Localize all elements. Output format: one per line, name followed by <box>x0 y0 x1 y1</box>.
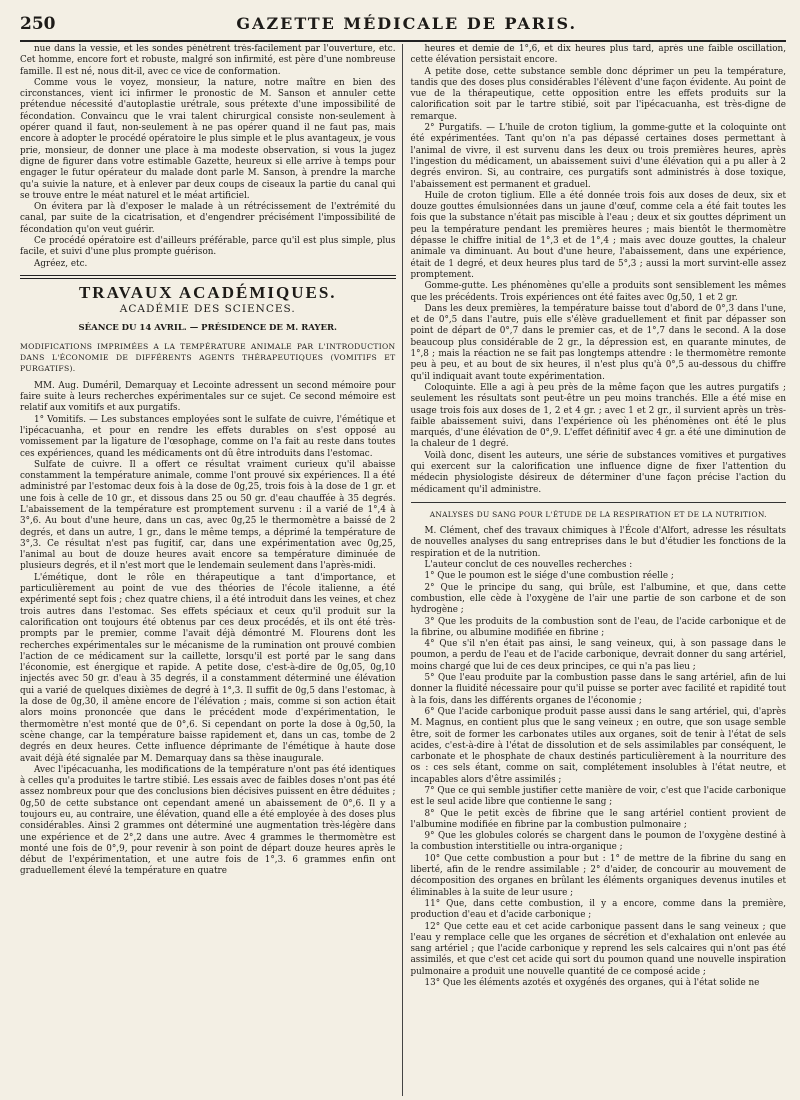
conclusion-item: 10° Que cette combustion a pour but : 1° de mettre de la fibrine du sang en liberté, afin de le rendre assimilable ; 2° d'aider, de concourir au mouvement de décomposition des organes en brûlant les éléments organiques devenus inutiles et éliminables à la suite de leur usure ; <box>410 853 786 898</box>
conclusion-item: 11° Que, dans cette combustion, il y a encore, comme dans la première, production d'eau et d'acide carbonique ; <box>410 898 786 921</box>
article-title: MODIFICATIONS IMPRIMÉES A LA TEMPÉRATURE ANIMALE PAR L'INTRODUCTION DANS L'ÉCONOMIE DE DIFFÉRENTS AGENTS THÉRAPEUTIQUES (VOMITIFS ET PURGATIFS). <box>20 341 396 374</box>
article-divider <box>411 502 787 503</box>
paragraph: Sulfate de cuivre. Il a offert ce résultat vraiment curieux qu'il abaisse constamment la température animale, comme l'ont prouvé six expériences. Il a été administré par l'estomac deux fois à la dose de 0g,25, trois fois à la dose de 1 gr. et une fois à celle de 10 gr., et dissous dans 25 ou 50 gr. d'eau chauffée à 35 degrés. L'abaissement de la température est promptement survenu : il a varié de 1°,4 à 3°,6. Au bout d'une heure, dans un cas, avec 0g,25 le thermomètre a baissé de 2 degrés, et dans un autre, 1 gr., dans le même temps, a déprimé la température de 3°,3. Ce résultat n'est pas fugitif, car, dans une expérimentation avec 0g,25, l'animal au bout de douze heures avait encore sa température diminuée de plusieurs degrés, et il n'est mort que le lendemain seulement dans l'après-midi. <box>20 459 396 572</box>
paragraph: Agréez, etc. <box>34 258 88 269</box>
right-column <box>402 44 787 1096</box>
page-number: 250 <box>20 14 56 34</box>
section-subtitle: ACADÉMIE DES SCIENCES. <box>119 303 296 316</box>
paragraph: A petite dose, cette substance semble donc déprimer un peu la température, tandis que des doses plus considérables l'élèvent d'une façon évidente. Au point de vue de la thérapeutique, cette opposition entre les effets produits sur la calorification soit par le tartre stibié, soit par l'ipécacuanha, est très-digne de remarque. <box>410 66 786 122</box>
paragraph: Voilà donc, disent les auteurs, une série de substances vomitives et purgatives qui exercent sur la calorification une influence digne de fixer l'attention du médecin physiologiste désireux de déterminer d'une façon précise l'action du médicament qu'il administre. <box>410 450 786 495</box>
paragraph: M. Clément, chef des travaux chimiques à l'École d'Alfort, adresse les résultats de nouvelles analyses du sang entreprises dans le but d'étudier les fonctions de la respiration et de la nutrition. <box>410 526 786 559</box>
paragraph: nue dans la vessie, et les sondes pénètrent très-facilement par l'ouverture, etc. Cet homme, encore fort et robuste, malgré son infirmité, est père d'une nombreuse famille. Il est né, nous dit-il, avec ce vice de conformation. <box>20 44 396 77</box>
conclusion-item: 2° Que le principe du sang, qui brûle, est l'albumine, et que, dans cette combustion, elle cède à l'oxygène de l'air une partie de son carbone et de son hydrogène ; <box>410 582 786 616</box>
paragraph: 2° Purgatifs. — L'huile de croton tiglium, la gomme-gutte et la coloquinte ont été expérimentées. Tant qu'on n'a pas dépassé certaines doses permettant à l'animal de vivre, il est survenu dans les deux ou trois premières heures, après l'ingestion du médicament, un abaissement suivi d'une élévation qui a pu aller à 2 degrés environ. Si, au contraire, ces purgatifs sont administrés à dose toxique, l'abaissement est permanent et graduel. <box>410 123 786 190</box>
paragraph: 1° Vomitifs. — Les substances employées sont le sulfate de cuivre, l'émétique et l'ipécacuanha, et pour en rendre les effets durables on s'est opposé au vomissement par la ligature de l'œsophage, comme on l'a fait au reste dans toutes ces expériences, quand les médicaments ont dû être introduits dans l'estomac. <box>20 414 396 459</box>
journal-title: GAZETTE MÉDICALE DE PARIS. <box>236 14 578 33</box>
paragraph: L'auteur conclut de ces nouvelles recherches : <box>424 560 633 571</box>
page-header <box>20 14 786 42</box>
two-column-body <box>20 44 786 1096</box>
paragraph: Ce procédé opératoire est d'ailleurs préférable, parce qu'il est plus simple, plus facile, et suivi d'une plus prompte guérison. <box>20 236 396 258</box>
left-column <box>20 44 402 1096</box>
paragraph: L'émétique, dont le rôle en thérapeutique a tant d'importance, et particulièrement au point de vue des théories de l'école italienne, a été expérimenté sept fois ; chez quatre chiens, il a été introduit dans les veines, et chez trois autres dans l'estomac. Ses effets spéciaux et ceux qu'il produit sur la calorification ont toujours été obtenus par ces deux procédés, et ils ont été très-prompts par le premier, comme l'avait déjà démontré M. Flourens dont les recherches expérimentales sur le mécanisme de la rumination ont prouvé combien l'action de ce médicament sur la caillette, lorsqu'il est porté par le sang dans l'économie, est énergique et rapide. A petite dose, c'est-à-dire de 0g,05, 0g,10 injectés avec 50 gr. d'eau à 35 degrés, il a constamment déterminé une élévation qui a varié de quelques dixièmes de degré à 1°,3. Il suffit de 0g,5 dans l'estomac, à la dose de 0g,30, il amène encore de l'élévation ; mais, comme si son action était alors moins prononcée que dans le précédent mode d'expérimentation, le thermomètre n'est monté que de 0°,6. Si cependant on porte la dose à 0g,50, la scène change, car la température baisse rapidement et, dans un cas, tombe de 2 degrés en deux heures. Cette influence déprimante de l'émétique à haute dose avait déjà été signalée par M. Demarquay dans sa thèse inaugurale. <box>20 572 396 764</box>
session-heading: SÉANCE DU 14 AVRIL. — PRÉSIDENCE DE M. RAYER. <box>78 322 337 333</box>
paragraph: Huile de croton tiglium. Elle a été donnée trois fois aux doses de deux, six et douze gouttes émulsionnées dans un jaune d'œuf, comme cela a été fait toutes les fois que la substance n'était pas miscible à l'eau ; deux et six gouttes dépriment un peu la température pendant les premières heures ; mais bientôt le thermomètre dépasse le chiffre initial de 1°,3 et de 1°,4 ; mais avec douze gouttes, la chaleur animale va diminuant. Au bout d'une heure, l'abaissement, dans une expérience, était de 1 degré, et deux heures plus tard de 5°,3 ; aussi la mort survint-elle assez promptement. <box>410 190 786 280</box>
paragraph: On évitera par là d'exposer le malade à un rétrécissement de l'extrémité du canal, par suite de la cicatrisation, et d'engendrer précisément l'impossibilité de fécondation qu'on veut guérir. <box>20 202 396 235</box>
paragraph: Comme vous le voyez, monsieur, la nature, notre maître en bien des circonstances, vient ici infirmer le pronostic de M. Sanson et annuler cette prétendue nécessité d'autoplastie urétrale, sous prétexte d'une impossibilité de fécondation. Convaincu que le vrai talent chirurgical consiste non-seulement à opérer quand il faut, non-seulement à ne pas opérer quand il ne faut pas, mais encore à adopter le procédé opératoire le plus simple et le plus avantageux, je vous prie, monsieur, de donner une place à ma modeste observation, si vous la jugez digne de figurer dans votre estimable Gazette, heureux si elle arrive à temps pour engager le futur opérateur du malade dont parle M. Sanson, à prendre la marche qu'a suivie la nature, et à enlever par deux coups de ciseaux la partie du canal qui se trouve entre le méat naturel et le méat artificiel. <box>20 77 396 201</box>
conclusion-item: 5° Que l'eau produite par la combustion passe dans le sang artériel, afin de lui donner la fluidité nécessaire pour qu'il puisse se porter avec facilité et rapidité tout à la fois, dans les différents organes de l'économie ; <box>410 673 786 706</box>
paragraph: heures et demie de 1°,6, et dix heures plus tard, après une faible oscillation, cette élévation persistait encore. <box>410 44 786 66</box>
section-title: TRAVAUX ACADÉMIQUES. <box>78 282 337 302</box>
paragraph: Coloquinte. Elle a agi à peu près de la même façon que les autres purgatifs ; seulement les résultats sont peut-être un peu moins tranchés. Elle a été mise en usage trois fois aux doses de 1, 2 et 4 gr. ; avec 1 et 2 gr., il survient après un très-faible abaissement suivi, dans l'expérience où les phénomènes ont été le plus marqués, d'une élévation de 0°,9. L'effet définitif avec 4 gr. a été une diminution de la chaleur de 1 degré. <box>410 382 786 450</box>
conclusion-item: 8° Que le petit excès de fibrine que le sang artériel contient provient de l'albumine modifiée en fibrine par la combustion pulmonaire ; <box>410 808 786 830</box>
article-title: ANALYSES DU SANG POUR L'ÉTUDE DE LA RESPIRATION ET DE LA NUTRITION. <box>429 509 767 519</box>
paragraph: Dans les deux premières, la température baisse tout d'abord de 0°,3 dans l'une, et de 0°,5 dans l'autre, puis elle s'élève graduellement et finit par dépasser son point de départ de 0°,7 dans le premier cas, et de 1°,7 dans le second. A la dose beaucoup plus considérable de 2 gr., la dépression est, en quarante minutes, de 1°,8 ; mais la réaction ne se fait pas longtemps attendre : le thermomètre remonte peu à peu, et au bout de six heures, il n'est plus qu'à 0°,5 au-dessous du chiffre qu'il indiquait avant toute expérimentation. <box>410 303 786 382</box>
conclusion-item: 12° Que cette eau et cet acide carbonique passent dans le sang veineux ; que l'eau y remplace celle que les organes de sécrétion et d'exhalation ont enlevée au sang artériel ; que l'acide carbonique y reprend les sels calcaires qui n'ont pas été assimilés, et que c'est cet acide qui sort du poumon quand une nouvelle inspiration pulmonaire a produit une nouvelle quantité de ce composé acide ; <box>410 921 786 977</box>
conclusion-item: 9° Que les globules colorés se chargent dans le poumon de l'oxygène destiné à la combustion interstitielle ou intra-organique ; <box>410 831 786 853</box>
conclusion-item: 1° Que le poumon est le siége d'une combustion réelle ; <box>424 571 674 582</box>
paragraph: Avec l'ipécacuanha, les modifications de la température n'ont pas été identiques à celles qu'a produites le tartre stibié. Les essais avec de faibles doses n'ont pas été assez nombreux pour que des conclusions bien décisives puissent en être déduites ; 0g,50 de cette substance ont cependant amené un abaissement de 0°,6. Il y a toujours eu, au contraire, une élévation, quand elle a été employée à des doses plus considérables. Ainsi 2 grammes ont déterminé une augmentation très-légère dans une expérience et de 2°,2 dans une autre. Avec 4 grammes le thermomètre est monté une fois de 0°,9, pour revenir à son point de départ douze heures après le début de l'expérimentation, et une autre fois de 1°,3. 6 grammes enfin ont graduellement élevé la température en quatre <box>20 764 396 877</box>
conclusion-item: 13° Que les éléments azotés et oxygénés des organes, qui à l'état solide ne <box>424 978 760 989</box>
conclusion-item: 4° Que s'il n'en était pas ainsi, le sang veineux, qui, à son passage dans le poumon, a perdu de l'eau et de l'acide carbonique, devrait donner du sang artériel, moins chargé que lui de ces deux principes, ce qui n'a pas lieu ; <box>410 639 786 672</box>
conclusion-item: 6° Que l'acide carbonique produit passe aussi dans le sang artériel, qui, d'après M. Magnus, en contient plus que le sang veineux ; en outre, que son usage semble être, soit de former les carbonates utiles aux organes, soit de tenir à l'état de sels acides, c'est-à-dire à l'état de dissolution et de sels assimilables par conséquent, le carbonate et le phosphate de chaux destinés particulièrement à la nourriture des os : ces sels étant, comme on sait, complétement insolubles à l'état neutre, et incapables alors d'être assimilés ; <box>410 706 786 785</box>
section-divider <box>20 275 396 279</box>
conclusion-item: 3° Que les produits de la combustion sont de l'eau, de l'acide carbonique et de la fibrine, ou albumine modifiée en fibrine ; <box>410 616 786 638</box>
paragraph: Gomme-gutte. Les phénomènes qu'elle a produits sont sensiblement les mêmes que les précédents. Trois expériences ont été faites avec 0g,50, 1 et 2 gr. <box>410 281 786 303</box>
paragraph: MM. Aug. Duméril, Demarquay et Lecointe adressent un second mémoire pour faire suite à leurs recherches expérimentales sur ce sujet. Ce second mémoire est relatif aux vomitifs et aux purgatifs. <box>20 380 396 414</box>
conclusion-item: 7° Que ce qui semble justifier cette manière de voir, c'est que l'acide carbonique est le seul acide libre que contienne le sang ; <box>410 786 786 808</box>
